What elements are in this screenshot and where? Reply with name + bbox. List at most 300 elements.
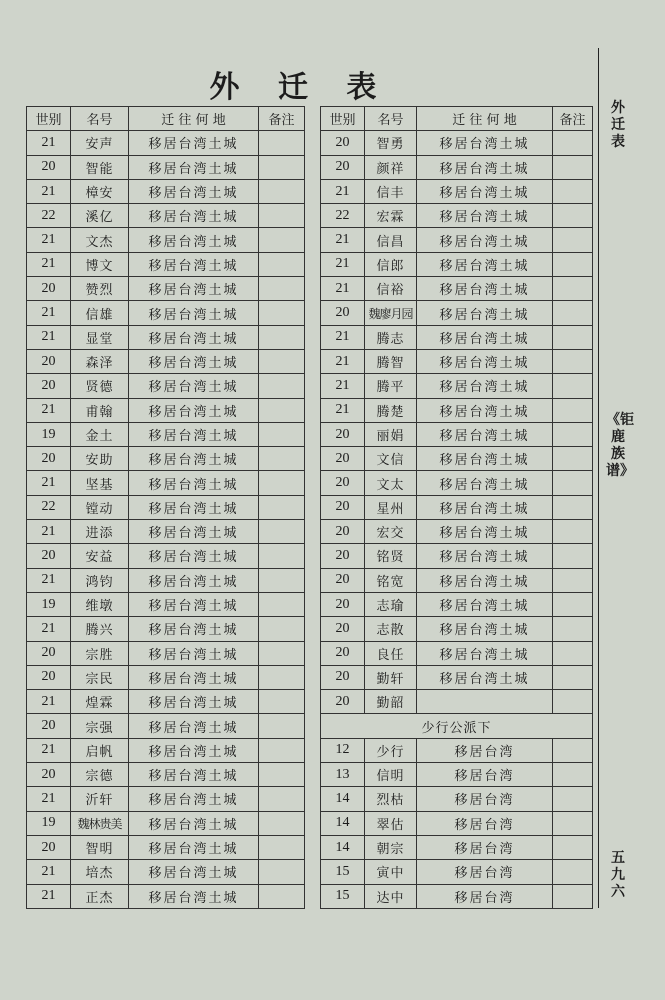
- generation-cell: 13: [321, 763, 365, 787]
- table-row: [321, 665, 593, 689]
- name-cell: 信昌: [365, 228, 417, 252]
- name-cell: 达中: [365, 884, 417, 908]
- destination-cell: 移居台湾土城: [417, 374, 553, 398]
- note-cell: [553, 228, 593, 252]
- generation-cell: 14: [321, 835, 365, 859]
- table-row: [321, 617, 593, 641]
- name-cell: 丽娟: [365, 422, 417, 446]
- name-cell: 良任: [365, 641, 417, 665]
- destination-cell: 移居台湾土城: [129, 471, 259, 495]
- note-cell: [259, 544, 305, 568]
- destination-cell: 移居台湾土城: [129, 787, 259, 811]
- generation-cell: 20: [27, 835, 71, 859]
- name-cell: 智明: [71, 835, 129, 859]
- generation-cell: 15: [321, 860, 365, 884]
- note-cell: [553, 277, 593, 301]
- name-cell: 宗德: [71, 763, 129, 787]
- name-cell: 文太: [365, 471, 417, 495]
- header-destination: 迁 往 何 地: [417, 107, 553, 131]
- table-row: [321, 131, 593, 155]
- note-cell: [553, 544, 593, 568]
- destination-cell: 移居台湾土城: [417, 155, 553, 179]
- note-cell: [553, 884, 593, 908]
- note-cell: [259, 422, 305, 446]
- destination-cell: 移居台湾土城: [129, 495, 259, 519]
- name-cell: 腾平: [365, 374, 417, 398]
- note-cell: [259, 398, 305, 422]
- note-cell: [259, 204, 305, 228]
- table-row: [27, 495, 305, 519]
- generation-cell: 21: [27, 301, 71, 325]
- name-cell: 显堂: [71, 325, 129, 349]
- name-cell: 宗胜: [71, 641, 129, 665]
- destination-cell: 移居台湾土城: [417, 398, 553, 422]
- note-cell: [553, 568, 593, 592]
- note-cell: [259, 835, 305, 859]
- generation-cell: 20: [321, 617, 365, 641]
- table-row: [321, 471, 593, 495]
- header-destination: 迁 往 何 地: [129, 107, 259, 131]
- note-cell: [553, 641, 593, 665]
- generation-cell: 21: [27, 617, 71, 641]
- name-cell: 信雄: [71, 301, 129, 325]
- table-row: [321, 252, 593, 276]
- generation-cell: 21: [27, 398, 71, 422]
- generation-cell: 20: [321, 568, 365, 592]
- table-row: [321, 447, 593, 471]
- destination-cell: 移居台湾土城: [417, 617, 553, 641]
- destination-cell: 移居台湾土城: [129, 641, 259, 665]
- destination-cell: 移居台湾土城: [129, 592, 259, 616]
- destination-cell: 移居台湾土城: [417, 592, 553, 616]
- generation-cell: 12: [321, 738, 365, 762]
- name-cell: 启帆: [71, 738, 129, 762]
- name-cell: 腾智: [365, 349, 417, 373]
- note-cell: [553, 811, 593, 835]
- destination-cell: 移居台湾土城: [417, 131, 553, 155]
- note-cell: [553, 204, 593, 228]
- destination-cell: 移居台湾土城: [417, 544, 553, 568]
- generation-cell: 21: [27, 325, 71, 349]
- destination-cell: 移居台湾土城: [129, 277, 259, 301]
- generation-cell: 21: [321, 374, 365, 398]
- table-row: [27, 763, 305, 787]
- note-cell: [259, 568, 305, 592]
- generation-cell: 21: [27, 471, 71, 495]
- generation-cell: 20: [321, 665, 365, 689]
- note-cell: [553, 592, 593, 616]
- generation-cell: 20: [27, 277, 71, 301]
- table-row: [321, 763, 593, 787]
- table-row: [27, 204, 305, 228]
- name-cell: 甫翰: [71, 398, 129, 422]
- generation-cell: 21: [321, 325, 365, 349]
- table-row: [321, 155, 593, 179]
- note-cell: [259, 325, 305, 349]
- destination-cell: 移居台湾土城: [417, 665, 553, 689]
- note-cell: [259, 447, 305, 471]
- table-row: [321, 398, 593, 422]
- generation-cell: 21: [27, 738, 71, 762]
- name-cell: 铭宽: [365, 568, 417, 592]
- note-cell: [553, 179, 593, 203]
- note-cell: [553, 520, 593, 544]
- destination-cell: 移居台湾土城: [129, 204, 259, 228]
- generation-cell: 20: [321, 301, 365, 325]
- destination-cell: 移居台湾土城: [129, 690, 259, 714]
- name-cell: 溪亿: [71, 204, 129, 228]
- destination-cell: 移居台湾土城: [129, 252, 259, 276]
- generation-cell: 22: [27, 495, 71, 519]
- table-row: [321, 325, 593, 349]
- destination-cell: 移居台湾土城: [417, 422, 553, 446]
- name-cell: 信明: [365, 763, 417, 787]
- table-row: [27, 422, 305, 446]
- table-row: [27, 592, 305, 616]
- generation-cell: 21: [321, 349, 365, 373]
- name-cell: 坚基: [71, 471, 129, 495]
- table-row: [27, 228, 305, 252]
- table-header-row: [321, 107, 593, 131]
- table-row: [27, 277, 305, 301]
- note-cell: [259, 252, 305, 276]
- destination-cell: 移居台湾土城: [129, 617, 259, 641]
- note-cell: [259, 228, 305, 252]
- generation-cell: 20: [321, 641, 365, 665]
- destination-cell: 移居台湾土城: [129, 884, 259, 908]
- name-cell: 培杰: [71, 860, 129, 884]
- note-cell: [259, 495, 305, 519]
- table-row: [27, 252, 305, 276]
- note-cell: [259, 301, 305, 325]
- generation-cell: 22: [27, 204, 71, 228]
- destination-cell: 移居台湾土城: [129, 738, 259, 762]
- table-row: [321, 495, 593, 519]
- table-row: [321, 787, 593, 811]
- migration-table-left: [26, 106, 305, 909]
- destination-cell: 移居台湾土城: [129, 228, 259, 252]
- table-row: [27, 349, 305, 373]
- table-row: [27, 447, 305, 471]
- note-cell: [259, 690, 305, 714]
- name-cell: 宏交: [365, 520, 417, 544]
- note-cell: [259, 277, 305, 301]
- note-cell: [553, 690, 593, 714]
- table-row: [27, 301, 305, 325]
- table-row: [27, 544, 305, 568]
- destination-cell: 移居台湾土城: [129, 301, 259, 325]
- destination-cell: 移居台湾土城: [129, 447, 259, 471]
- table-row: [321, 422, 593, 446]
- generation-cell: 21: [27, 884, 71, 908]
- generation-cell: 20: [321, 544, 365, 568]
- name-cell: 博文: [71, 252, 129, 276]
- name-cell: 煌霖: [71, 690, 129, 714]
- note-cell: [259, 738, 305, 762]
- destination-cell: 移居台湾土城: [417, 277, 553, 301]
- table-row: [321, 349, 593, 373]
- name-cell: 文信: [365, 447, 417, 471]
- table-row: [27, 884, 305, 908]
- destination-cell: 移居台湾土城: [129, 349, 259, 373]
- generation-cell: 21: [27, 131, 71, 155]
- note-cell: [259, 155, 305, 179]
- destination-cell: 移居台湾土城: [129, 374, 259, 398]
- destination-cell: 移居台湾土城: [129, 325, 259, 349]
- generation-cell: 20: [321, 690, 365, 714]
- table-row: [27, 811, 305, 835]
- destination-cell: 移居台湾: [417, 860, 553, 884]
- page-title: 外 迁 表: [209, 70, 391, 105]
- generation-cell: 20: [321, 592, 365, 616]
- destination-cell: 移居台湾土城: [129, 568, 259, 592]
- generation-cell: 21: [27, 860, 71, 884]
- name-cell: 宗强: [71, 714, 129, 738]
- destination-cell: 移居台湾土城: [129, 665, 259, 689]
- destination-cell: 移居台湾土城: [129, 179, 259, 203]
- name-cell: 勤轩: [365, 665, 417, 689]
- note-cell: [553, 835, 593, 859]
- name-cell: 信丰: [365, 179, 417, 203]
- name-cell: 宗民: [71, 665, 129, 689]
- note-cell: [259, 374, 305, 398]
- table-row: [321, 277, 593, 301]
- generation-cell: 19: [27, 422, 71, 446]
- generation-cell: 22: [321, 204, 365, 228]
- table-row: [27, 860, 305, 884]
- name-cell: 森泽: [71, 349, 129, 373]
- destination-cell: 移居台湾土城: [129, 811, 259, 835]
- table-row: [321, 811, 593, 835]
- destination-cell: 移居台湾: [417, 835, 553, 859]
- name-cell: 颜祥: [365, 155, 417, 179]
- destination-cell: 移居台湾土城: [417, 228, 553, 252]
- generation-cell: 21: [27, 690, 71, 714]
- name-cell: 鸿钧: [71, 568, 129, 592]
- name-cell: 智能: [71, 155, 129, 179]
- table-row: [27, 520, 305, 544]
- destination-cell: [417, 690, 553, 714]
- table-row: [321, 228, 593, 252]
- generation-cell: 21: [321, 252, 365, 276]
- header-generation: 世别: [321, 107, 365, 131]
- name-cell: 文杰: [71, 228, 129, 252]
- name-cell: 宏霖: [365, 204, 417, 228]
- table-row: [321, 884, 593, 908]
- note-cell: [259, 787, 305, 811]
- note-cell: [259, 592, 305, 616]
- destination-cell: 移居台湾土城: [129, 155, 259, 179]
- header-generation: 世别: [27, 107, 71, 131]
- name-cell: 少行: [365, 738, 417, 762]
- table-row: [27, 179, 305, 203]
- name-cell: 安声: [71, 131, 129, 155]
- table-row: [27, 641, 305, 665]
- destination-cell: 移居台湾土城: [417, 495, 553, 519]
- name-cell: 腾楚: [365, 398, 417, 422]
- name-cell: 贤德: [71, 374, 129, 398]
- table-row: [321, 179, 593, 203]
- generation-cell: 20: [321, 471, 365, 495]
- name-cell: 志散: [365, 617, 417, 641]
- table-row: [27, 787, 305, 811]
- destination-cell: 移居台湾土城: [417, 471, 553, 495]
- table-row: [321, 690, 593, 714]
- table-row: [321, 374, 593, 398]
- table-row: [27, 738, 305, 762]
- name-cell: 镗动: [71, 495, 129, 519]
- name-cell: 翠估: [365, 811, 417, 835]
- generation-cell: 20: [27, 714, 71, 738]
- note-cell: [259, 665, 305, 689]
- name-cell: 魏廖月园: [365, 301, 417, 325]
- table-row: [27, 325, 305, 349]
- note-cell: [259, 641, 305, 665]
- destination-cell: 移居台湾: [417, 738, 553, 762]
- name-cell: 樟安: [71, 179, 129, 203]
- destination-cell: 移居台湾土城: [129, 714, 259, 738]
- name-cell: 进添: [71, 520, 129, 544]
- table-row: [27, 155, 305, 179]
- name-cell: 赞烈: [71, 277, 129, 301]
- generation-cell: 15: [321, 884, 365, 908]
- generation-cell: 21: [27, 228, 71, 252]
- destination-cell: 移居台湾土城: [417, 325, 553, 349]
- name-cell: 信郎: [365, 252, 417, 276]
- generation-cell: 21: [321, 179, 365, 203]
- header-note: 备注: [259, 107, 305, 131]
- destination-cell: 移居台湾土城: [417, 204, 553, 228]
- note-cell: [259, 617, 305, 641]
- table-row: [27, 374, 305, 398]
- destination-cell: 移居台湾: [417, 884, 553, 908]
- note-cell: [553, 398, 593, 422]
- generation-cell: 21: [27, 179, 71, 203]
- generation-cell: 20: [27, 641, 71, 665]
- generation-cell: 21: [27, 520, 71, 544]
- destination-cell: 移居台湾土城: [417, 349, 553, 373]
- table-row: [321, 592, 593, 616]
- name-cell: 魏林贵美: [71, 811, 129, 835]
- table-row: [321, 301, 593, 325]
- note-cell: [259, 179, 305, 203]
- note-cell: [259, 131, 305, 155]
- table-row: [321, 738, 593, 762]
- name-cell: 安助: [71, 447, 129, 471]
- note-cell: [259, 520, 305, 544]
- destination-cell: 移居台湾: [417, 811, 553, 835]
- note-cell: [553, 374, 593, 398]
- note-cell: [553, 860, 593, 884]
- note-cell: [259, 471, 305, 495]
- side-book-title: 《钜鹿族谱》: [606, 412, 634, 479]
- destination-cell: 移居台湾土城: [129, 835, 259, 859]
- destination-cell: 移居台湾: [417, 763, 553, 787]
- header-name: 名号: [365, 107, 417, 131]
- header-name: 名号: [71, 107, 129, 131]
- section-header-row: [321, 714, 593, 738]
- destination-cell: 移居台湾土城: [417, 520, 553, 544]
- destination-cell: 移居台湾土城: [417, 301, 553, 325]
- name-cell: 安益: [71, 544, 129, 568]
- generation-cell: 19: [27, 592, 71, 616]
- generation-cell: 20: [27, 447, 71, 471]
- table-row: [27, 714, 305, 738]
- table-row: [321, 568, 593, 592]
- note-cell: [259, 884, 305, 908]
- destination-cell: 移居台湾土城: [129, 422, 259, 446]
- table-row: [27, 835, 305, 859]
- destination-cell: 移居台湾土城: [417, 568, 553, 592]
- generation-cell: 20: [27, 155, 71, 179]
- table-row: [321, 204, 593, 228]
- table-row: [27, 471, 305, 495]
- side-running-head: 外迁表: [611, 100, 625, 150]
- note-cell: [259, 349, 305, 373]
- destination-cell: 移居台湾土城: [129, 860, 259, 884]
- destination-cell: 移居台湾土城: [417, 447, 553, 471]
- destination-cell: 移居台湾: [417, 787, 553, 811]
- table-header-row: [27, 107, 305, 131]
- name-cell: 智勇: [365, 131, 417, 155]
- note-cell: [553, 131, 593, 155]
- generation-cell: 20: [321, 447, 365, 471]
- note-cell: [259, 763, 305, 787]
- generation-cell: 21: [27, 252, 71, 276]
- migration-table-right: [320, 106, 593, 909]
- note-cell: [553, 738, 593, 762]
- note-cell: [553, 665, 593, 689]
- generation-cell: 21: [27, 787, 71, 811]
- name-cell: 寅中: [365, 860, 417, 884]
- note-cell: [553, 422, 593, 446]
- generation-cell: 14: [321, 787, 365, 811]
- table-row: [27, 398, 305, 422]
- generation-cell: 20: [321, 422, 365, 446]
- destination-cell: 移居台湾土城: [417, 641, 553, 665]
- destination-cell: 移居台湾土城: [129, 398, 259, 422]
- name-cell: 勤韶: [365, 690, 417, 714]
- note-cell: [553, 787, 593, 811]
- name-cell: 正杰: [71, 884, 129, 908]
- destination-cell: 移居台湾土城: [129, 763, 259, 787]
- note-cell: [553, 252, 593, 276]
- generation-cell: 20: [321, 131, 365, 155]
- side-divider: [598, 48, 599, 908]
- name-cell: 信裕: [365, 277, 417, 301]
- name-cell: 腾志: [365, 325, 417, 349]
- note-cell: [553, 447, 593, 471]
- note-cell: [259, 714, 305, 738]
- generation-cell: 21: [27, 568, 71, 592]
- name-cell: 星州: [365, 495, 417, 519]
- note-cell: [553, 495, 593, 519]
- table-row: [321, 544, 593, 568]
- name-cell: 铭贤: [365, 544, 417, 568]
- generation-cell: 20: [27, 349, 71, 373]
- name-cell: 志瑜: [365, 592, 417, 616]
- destination-cell: 移居台湾土城: [129, 131, 259, 155]
- name-cell: 金土: [71, 422, 129, 446]
- name-cell: 维墩: [71, 592, 129, 616]
- generation-cell: 19: [27, 811, 71, 835]
- note-cell: [553, 301, 593, 325]
- table-row: [321, 835, 593, 859]
- note-cell: [553, 349, 593, 373]
- destination-cell: 移居台湾土城: [417, 179, 553, 203]
- table-row: [27, 568, 305, 592]
- note-cell: [259, 811, 305, 835]
